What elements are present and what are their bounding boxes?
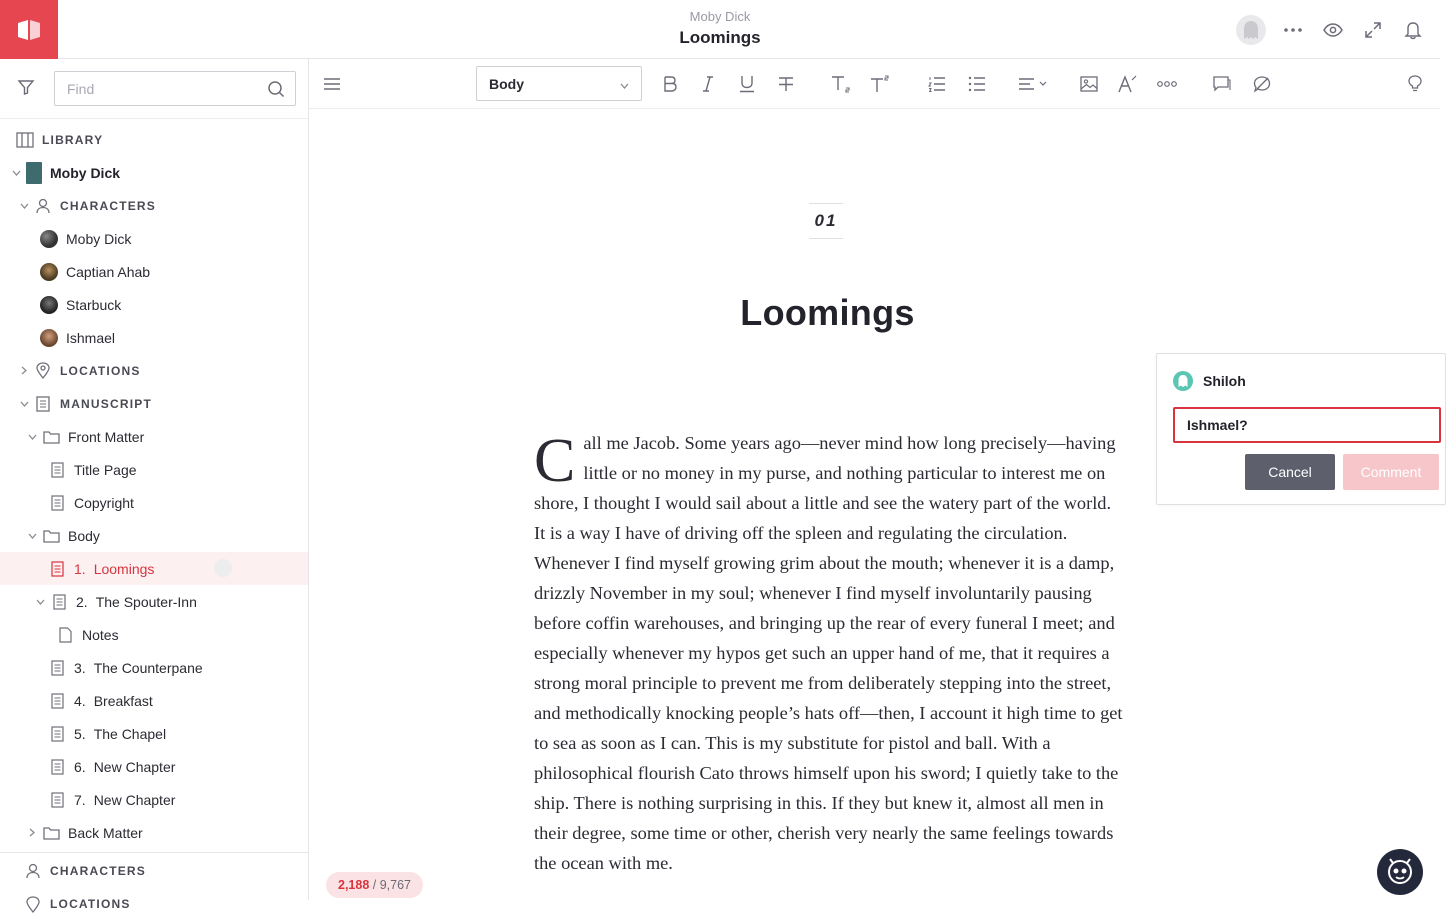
comment-author-name: Shiloh [1203,373,1246,389]
chapter-item[interactable] [0,651,308,684]
circles-icon [1157,80,1177,88]
manuscript-section[interactable] [0,387,308,420]
alignment-button[interactable] [1015,71,1051,97]
superscript-button[interactable] [867,71,893,97]
hamburger-icon [323,77,341,91]
document-icon [48,758,66,776]
bullet-list-button[interactable] [964,71,990,97]
user-avatar[interactable] [1236,15,1266,45]
character-avatar [40,230,58,248]
location-pin-icon [24,895,42,913]
chapter-number: 6. [74,758,86,775]
chapter-item[interactable] [0,684,308,717]
chevron-down-icon[interactable] [10,167,22,179]
back-matter-label: Back Matter [68,824,143,841]
sidebar-footer [0,852,308,919]
comment-off-icon [1253,75,1271,93]
align-left-icon [1018,77,1048,91]
chevron-right-icon[interactable] [18,365,30,377]
chapter-title: The Spouter-Inn [95,593,197,610]
page-icon [56,626,74,644]
app-logo[interactable] [0,0,58,59]
bell-icon [1405,21,1421,39]
document-icon [50,593,68,611]
document-title-block [520,9,920,49]
cancel-button[interactable]: Cancel [1245,454,1335,490]
comment-icon [1213,76,1231,92]
chevron-down-icon[interactable] [26,431,38,443]
book-cover-icon [26,162,42,184]
numbered-list-icon [928,76,946,92]
support-mascot-icon [1385,857,1415,887]
library-label: LIBRARY [42,132,104,147]
paragraph-style-value: Body [489,75,524,92]
hide-comments-button[interactable] [1249,71,1275,97]
ghost-avatar-icon [1177,374,1189,388]
expand-icon [1365,22,1381,38]
chevron-down-icon[interactable] [18,200,30,212]
bottom-characters-item[interactable] [0,853,308,889]
drop-cap: C [534,427,576,495]
bold-button[interactable] [657,71,683,97]
body-label: Body [68,527,100,544]
front-matter-folder[interactable] [0,420,308,453]
location-pin-icon [34,362,52,380]
chapter-number-badge: 01 [809,203,843,239]
superscript-icon [870,75,890,93]
tips-button[interactable] [1402,71,1428,97]
body-folder[interactable] [0,519,308,552]
chapter-heading: Loomings [740,292,915,333]
collaborator-avatar [214,559,232,577]
italic-icon [702,76,714,92]
notifications-button[interactable] [1400,17,1426,43]
chapter-title: New Chapter [93,758,176,775]
chapter-item[interactable] [0,750,308,783]
chevron-down-icon[interactable] [26,530,38,542]
document-icon [48,461,66,479]
fullscreen-button[interactable] [1360,17,1386,43]
subscript-button[interactable] [828,71,854,97]
document-icon [48,725,66,743]
character-name: Ishmael [66,329,116,346]
comment-panel [1156,353,1446,505]
back-matter-folder[interactable] [0,816,308,849]
image-icon [1080,76,1098,92]
character-item[interactable] [0,321,308,354]
top-bar [0,0,1440,59]
chapter-number: 3. [74,659,86,676]
characters-section[interactable] [0,189,308,222]
folder-icon [42,428,60,446]
folder-icon [42,527,60,545]
document-icon [48,791,66,809]
character-item[interactable] [0,222,308,255]
chapter-title-header: Loomings [679,28,761,47]
word-count-total: 9,767 [379,878,411,892]
book-item[interactable] [0,156,308,189]
more-format-button[interactable] [1154,71,1180,97]
ordered-list-button[interactable] [924,71,950,97]
filter-icon [16,77,36,97]
chapter-item[interactable] [0,783,308,816]
bottom-locations-label: LOCATIONS [50,897,131,911]
subscript-icon [831,75,851,93]
characters-label: CHARACTERS [60,198,156,213]
character-avatar [40,263,58,281]
chevron-down-icon [620,76,629,92]
chapter-item[interactable] [0,585,308,618]
library-icon [16,131,34,149]
find-row [0,59,308,119]
chapter-number: 1. [74,560,86,577]
folder-icon [42,824,60,842]
character-name: Moby Dick [66,230,132,247]
preview-button[interactable] [1320,17,1346,43]
ghost-avatar-icon [1242,20,1260,40]
chevron-down-icon[interactable] [34,596,46,608]
underline-button[interactable] [734,71,760,97]
word-count-separator: / [369,878,380,892]
word-count-badge[interactable] [326,872,423,898]
underline-icon [739,75,755,93]
character-avatar [40,329,58,347]
character-item[interactable] [0,288,308,321]
book-title: Moby Dick [689,9,751,24]
locations-label: LOCATIONS [60,363,141,378]
comment-author [1173,371,1246,391]
paragraph-style-select[interactable] [476,66,642,101]
document-icon [48,494,66,512]
chapter-item-active[interactable] [0,552,308,585]
bold-icon [663,76,677,92]
person-icon [24,862,42,880]
binder-tree [0,119,308,849]
item-label: Copyright [74,494,134,511]
sidebar-toggle-button[interactable] [319,71,345,97]
more-dots-icon [1284,28,1302,32]
front-matter-label: Front Matter [68,428,145,445]
manuscript-body[interactable] [534,428,1124,878]
front-matter-item[interactable] [0,486,308,519]
find-input[interactable] [67,81,267,97]
item-label: Title Page [74,461,137,478]
sidebar [0,59,309,911]
character-name: Starbuck [66,296,122,313]
chapter-title: Loomings [93,560,155,577]
document-icon [48,560,66,578]
library-item[interactable] [0,123,308,156]
filter-button[interactable] [16,77,38,99]
notes-item[interactable] [0,618,308,651]
manuscript-icon [34,395,52,413]
strikethrough-button[interactable] [773,71,799,97]
chapter-title: Breakfast [93,692,153,709]
chapter-number: 4. [74,692,86,709]
locations-section[interactable] [0,354,308,387]
insert-image-button[interactable] [1076,71,1102,97]
manuscript-label: MANUSCRIPT [60,396,152,411]
help-chat-button[interactable] [1377,849,1423,895]
book-logo-icon [16,19,42,41]
chevron-down-icon[interactable] [18,398,30,410]
chevron-right-icon[interactable] [26,827,38,839]
person-icon [34,197,52,215]
book-title-label: Moby Dick [50,164,121,181]
comments-button[interactable] [1209,71,1235,97]
chapter-item[interactable] [0,717,308,750]
text-style-button[interactable] [1115,71,1141,97]
chapter-number: 5. [74,725,86,742]
chapter-number: 7. [74,791,86,808]
word-count-current: 2,188 [338,878,370,892]
chapter-title: The Chapel [93,725,167,742]
front-matter-item[interactable] [0,453,308,486]
comment-submit-button[interactable]: Comment [1343,454,1439,490]
search-icon[interactable] [267,80,285,98]
find-field[interactable] [54,71,296,106]
chapter-title: New Chapter [93,791,176,808]
bottom-locations-item[interactable] [0,889,308,919]
comment-input[interactable]: Ishmael? [1173,407,1441,443]
bottom-characters-label: CHARACTERS [50,864,146,878]
font-style-icon [1118,75,1138,93]
chapter-number: 2. [76,593,88,610]
eye-icon [1323,23,1343,37]
character-avatar [40,296,58,314]
document-icon [48,692,66,710]
character-name: Captian Ahab [66,263,151,280]
lightbulb-icon [1408,75,1422,93]
italic-button[interactable] [695,71,721,97]
formatting-toolbar [309,59,1440,109]
document-icon [48,659,66,677]
more-options-button[interactable] [1280,17,1306,43]
paragraph-text: all me Jacob. Some years ago—never mind how long precisely—having little or no money in my purse, and nothing particular to interest me on shore, I thought I would sail about a little and see the watery part of the world. It is a way I have of driving off the spleen and regulating the circulation. Whenever I find myself growing grim about the mouth; whenever it is a damp, drizzly November in my soul; whenever I find myself involuntarily pausing before coffin warehouses, and bringing up the rear of every funeral I meet; and especially whenever my hypos get such an upper hand of me, that it requires a strong moral principle to prevent me from deliberately stepping into the street, and methodically knocking people’s hats off—then, I account it high time to get to sea as soon as I can. This is my substitute for pistol and ball. With a philosophical flourish Cato throws himself upon his sword; I quietly take to the ship. There is nothing surprising in this. If they but knew it, almost all men in their degree, some time or other, cherish very nearly the same feelings towards the ocean with me. [534,433,1123,873]
top-actions [1236,13,1426,47]
chapter-title: The Counterpane [93,659,203,676]
strikethrough-icon [778,76,794,92]
notes-label: Notes [82,626,119,643]
author-avatar [1173,371,1193,391]
character-item[interactable] [0,255,308,288]
bullet-list-icon [968,76,986,92]
